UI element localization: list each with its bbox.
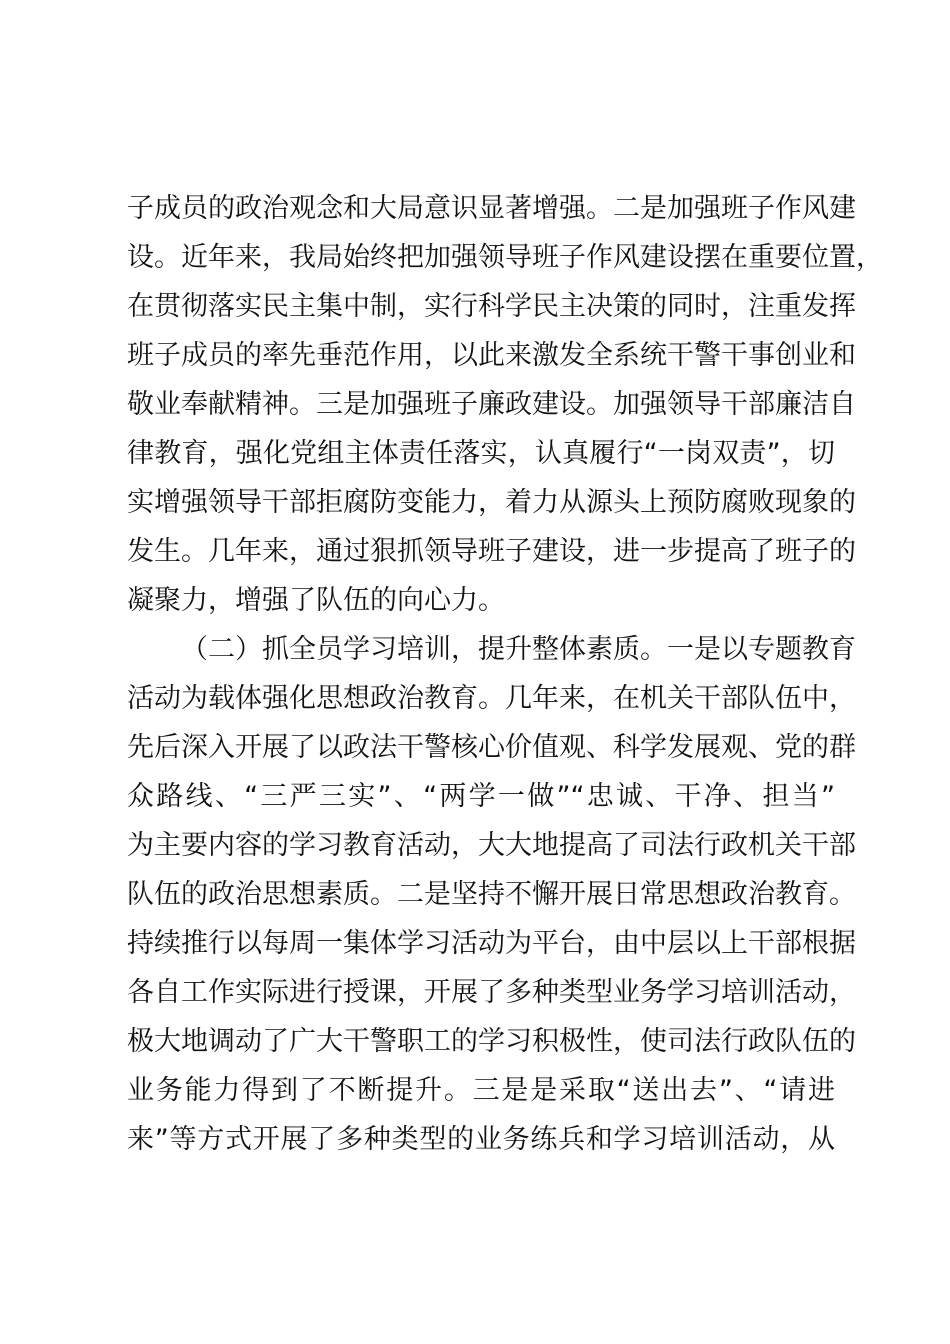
text-line: 各自工作实际进行授课，开展了多种类型业务学习培训活动， (127, 977, 856, 1008)
text-line: 班子成员的率先垂范作用，以此来激发全系统干警干事创业和 (127, 340, 856, 371)
text-line: 队伍的政治思想素质。二是坚持不懈开展日常思想政治教育。 (127, 879, 856, 910)
text-line: 众路线、“三严三实”、“两学一做”“忠诚、干净、担当” (127, 781, 835, 812)
text-line: 极大地调动了广大干警职工的学习积极性，使司法行政队伍的 (127, 1026, 856, 1057)
text-line: 先后深入开展了以政法干警核心价值观、科学发展观、党的群 (127, 732, 856, 763)
text-line: 子成员的政治观念和大局意识显著增强。二是加强班子作风建 (127, 193, 856, 224)
text-line: 业务能力得到了不断提升。三是是采取“送出去”、“请进 (127, 1075, 835, 1106)
text-line: 实增强领导干部拒腐防变能力，着力从源头上预防腐败现象的 (127, 487, 856, 518)
text-line: 为主要内容的学习教育活动，大大地提高了司法行政机关干部 (127, 830, 856, 861)
section-heading-line: （二）抓全员学习培训，提升整体素质。一是以专题教育 (181, 634, 856, 665)
text-line: 律教育，强化党组主体责任落实，认真履行“一岗双责”，切 (127, 438, 835, 469)
text-line: 来”等方式开展了多种类型的业务练兵和学习培训活动，从 (127, 1124, 835, 1155)
text-line: 设。近年来，我局始终把加强领导班子作风建设摆在重要位置， (127, 242, 883, 273)
text-line: 敬业奉献精神。三是加强班子廉政建设。加强领导干部廉洁自 (127, 389, 856, 420)
text-line: 活动为载体强化思想政治教育。几年来，在机关干部队伍中， (127, 683, 856, 714)
text-line: 持续推行以每周一集体学习活动为平台，由中层以上干部根据 (127, 928, 856, 959)
text-line: 凝聚力，增强了队伍的向心力。 (127, 585, 505, 616)
body-text (127, 184, 883, 1164)
text-line: 发生。几年来，通过狠抓领导班子建设，进一步提高了班子的 (127, 536, 856, 567)
text-line: 在贯彻落实民主集中制，实行科学民主决策的同时，注重发挥 (127, 291, 856, 322)
